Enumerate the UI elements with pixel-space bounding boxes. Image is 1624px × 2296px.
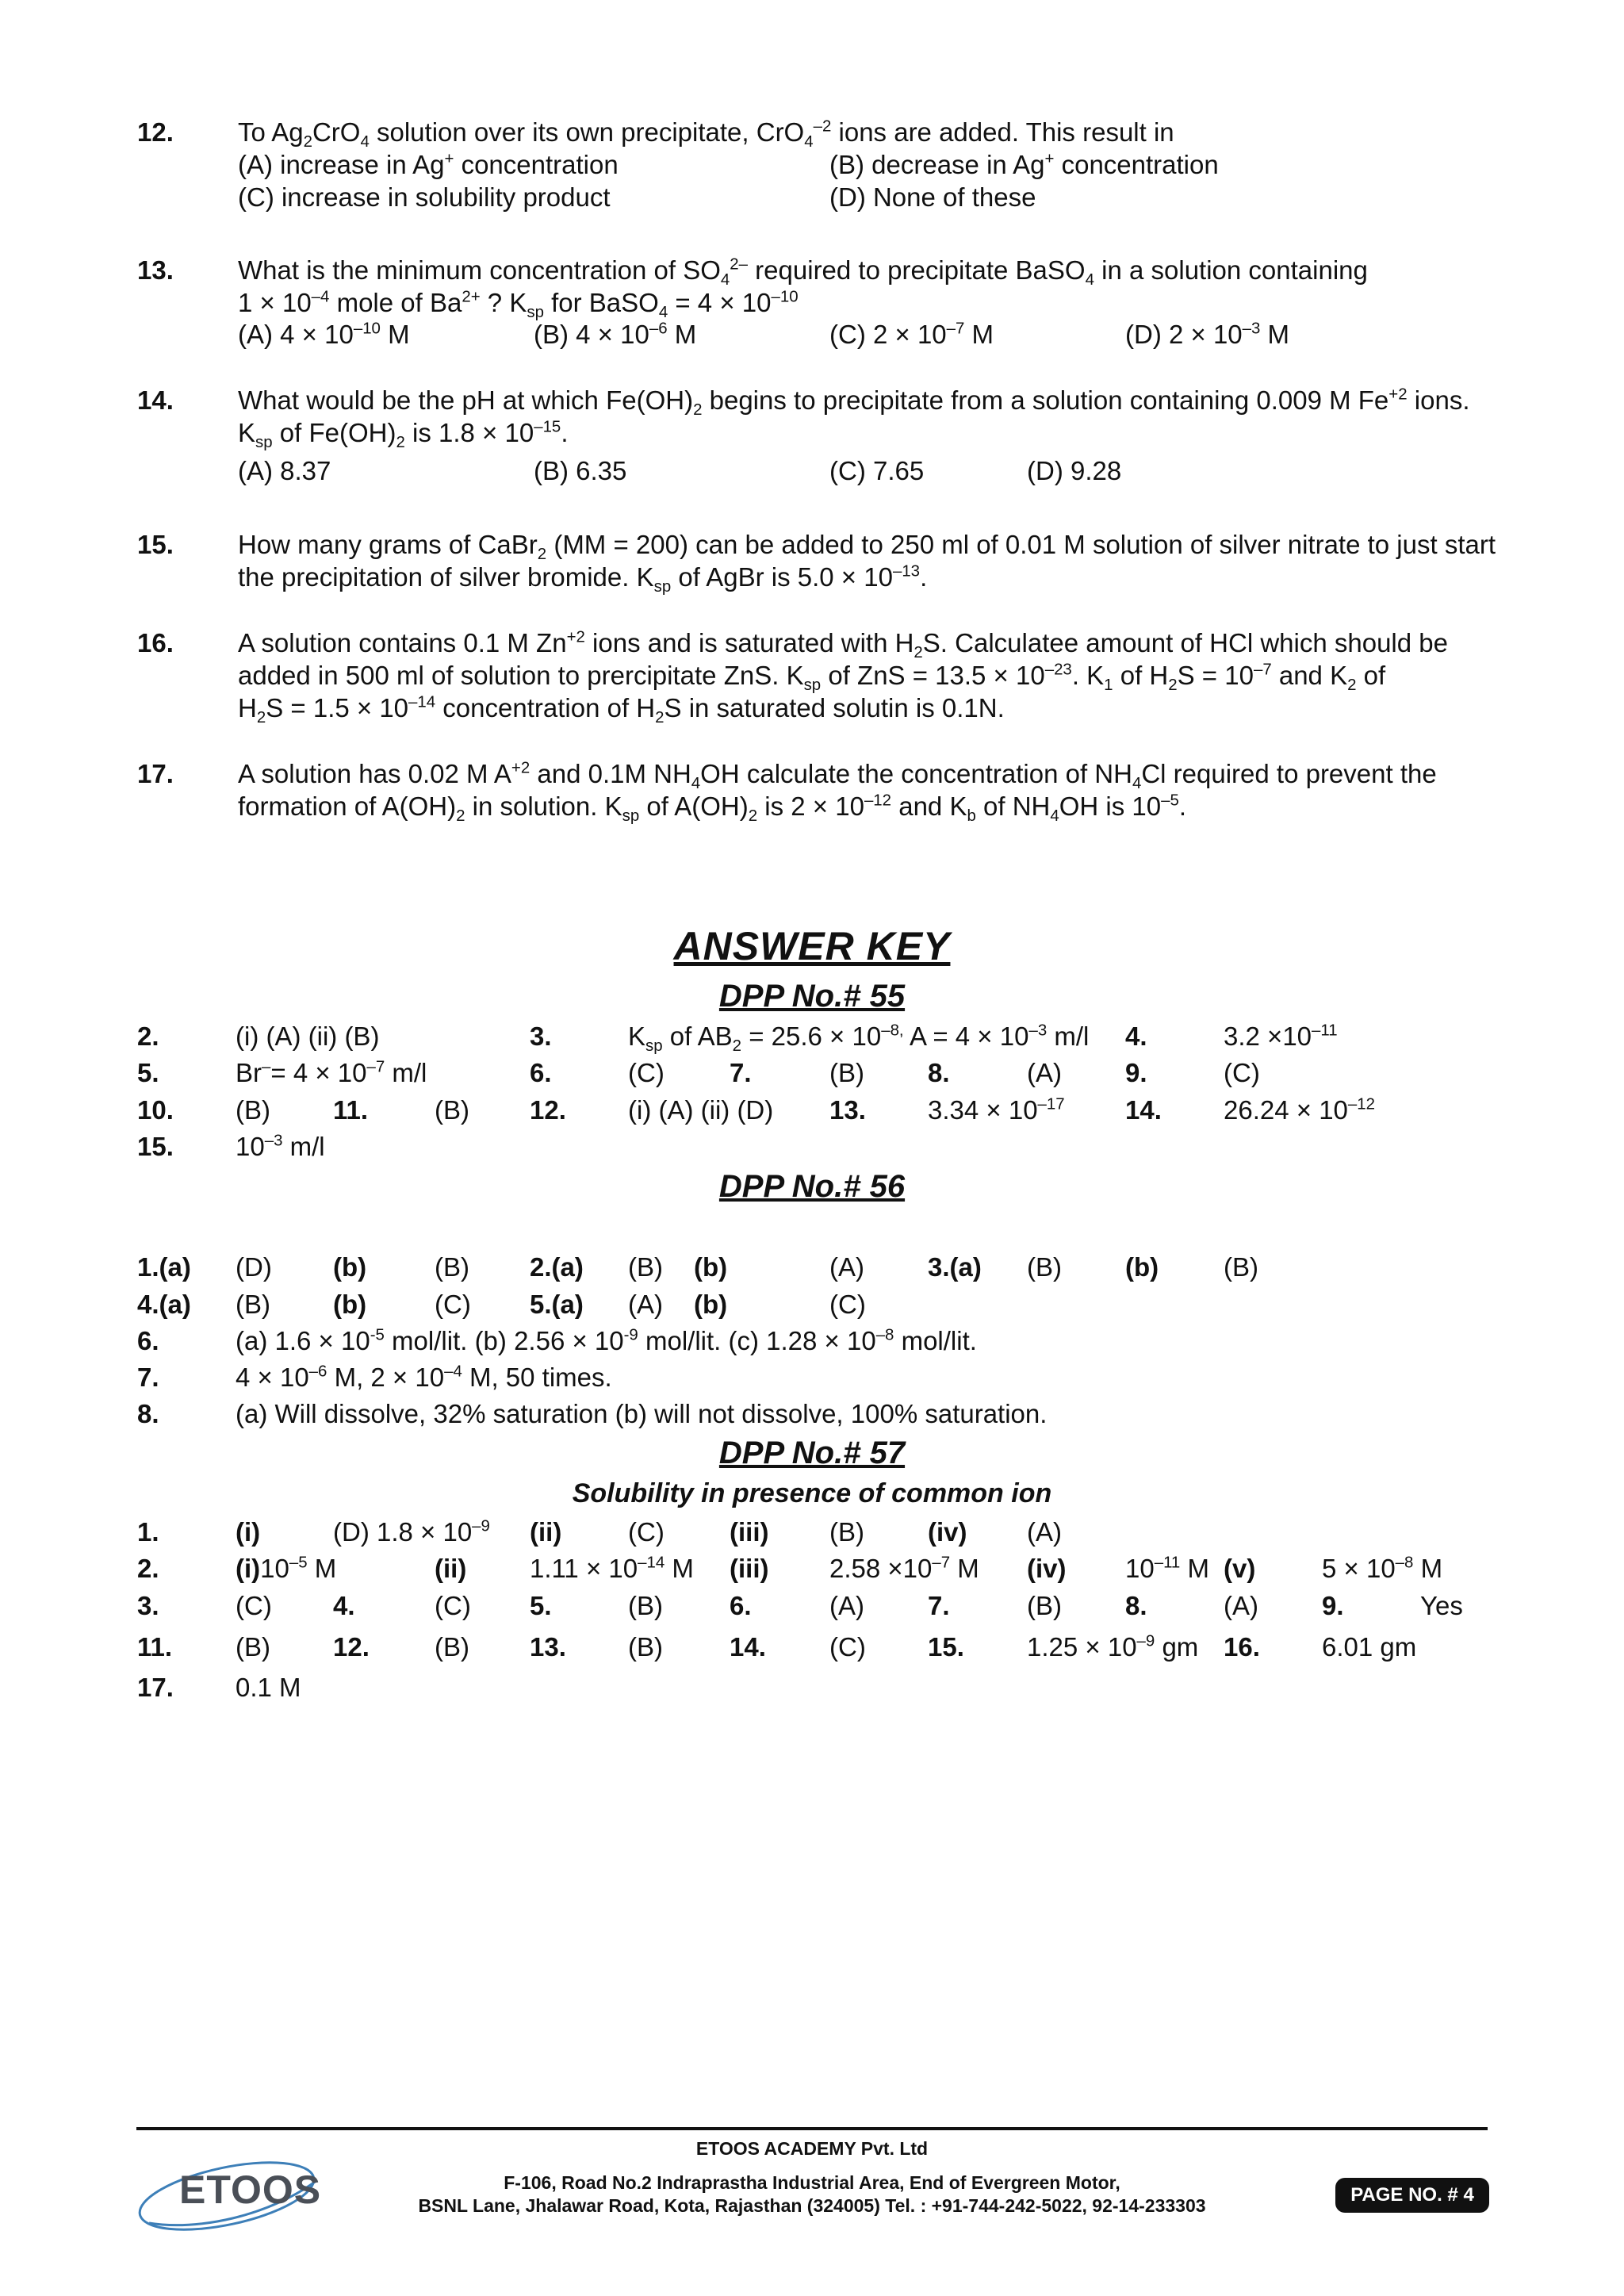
footer-divider	[136, 2127, 1488, 2130]
option-b: (B) decrease in Ag+ concentration	[829, 149, 1219, 179]
dpp-56-title: DPP No.# 56	[718, 1169, 906, 1204]
question-text-line: What is the minimum concentration of $SO_4^{2-}$ required to precipitate BaSO$_4$ in a solution containing	[238, 255, 1368, 289]
option-a: (A) increase in Ag+ concentration	[238, 149, 619, 179]
option-d: (D) None of these	[829, 182, 1036, 212]
option-c: (C) increase in solubility product	[238, 182, 611, 212]
question-number: 14.	[137, 385, 174, 415]
question-text-line: $K_{sp}$ of $Fe(OH)_2$ is $1.8 \times 10^{-15}$.	[238, 417, 569, 452]
option-d: (D) 9.28	[1027, 456, 1122, 485]
page-number-badge: PAGE NO. # 4	[1335, 2178, 1489, 2213]
question-number: 13.	[137, 255, 174, 285]
option-c: (C) 7.65	[829, 456, 925, 485]
question-number: 12.	[137, 117, 174, 147]
question-text-line: $H_2S = 1.5 \times 10^{-14}$ concentration of $H_2S$ in saturated solutin is 0.1N.	[238, 692, 1005, 727]
question-text-line: A solution contains 0.1 M $Zn^{+2}$ ions and is saturated with $H_2S$. Calculatee amount of HCl which should be	[238, 627, 1448, 662]
question-number: 15.	[137, 530, 174, 559]
dpp-55-title: DPP No.# 55	[718, 979, 906, 1014]
question-text: To $Ag_2CrO_4$ solution over its own precipitate, CrO$_4^{-2}$ ions are added. This result in	[238, 117, 1174, 151]
footer-company: ETOOS ACADEMY Pvt. Ltd	[695, 2138, 929, 2159]
question-text-line: How many grams of CaBr$_2$ (MM = 200) can be added to 250 ml of 0.01 M solution of silver nitrate to just start	[238, 530, 1496, 564]
question-text-line: formation of $A(OH)_2$ in solution. $K_{sp}$ of $A(OH)_2$ is $2 \times 10^{-12}$ and $K_b$ of $NH_4OH$ is $10^{-5}$.	[238, 791, 1187, 826]
footer-address-1: F-106, Road No.2 Indraprastha Industrial Area, End of Evergreen Motor,	[504, 2172, 1120, 2193]
question-text-line: added in 500 ml of solution to prercipitate ZnS. $K_{sp}$ of ZnS = $13.5 \times 10^{-23}$. $K_1$ of $H_2S = 10^{-7}$ and $K_2$ of	[238, 660, 1386, 695]
option-c: (C) $2 \times 10^{-7}$ M	[829, 319, 994, 349]
logo-text: ETOOS	[179, 2168, 322, 2212]
footer-address-2: BSNL Lane, Jhalawar Road, Kota, Rajasthan (324005) Tel. : +91-744-242-5022, 92-14-233303	[418, 2195, 1206, 2216]
option-b: (B) 6.35	[534, 456, 627, 485]
question-number: 16.	[137, 628, 174, 657]
option-d: (D) $2 \times 10^{-3}$ M	[1125, 319, 1290, 349]
option-a: (A) 8.37	[238, 456, 331, 485]
question-text-line: the precipitation of silver bromide. $K_{sp}$ of AgBr is $5.0 \times 10^{-13}$.	[238, 562, 928, 596]
question-text-line: $1 \times 10^{-4}$ mole of $Ba^{2+}$ ? $K_{sp}$ for BaSO$_4$ = $4 \times 10^{-10}$	[238, 287, 799, 322]
question-text-line: A solution has 0.02 M $A^{+2}$ and 0.1M $NH_4OH$ calculate the concentration of $NH_4Cl$ required to prevent the	[238, 758, 1437, 793]
dpp-57-title: DPP No.# 57	[718, 1435, 906, 1470]
dpp-57-subtitle: Solubility in presence of common ion	[572, 1478, 1052, 1508]
option-a: (A) $4 \times 10^{-10}$ M	[238, 319, 410, 349]
option-b: (B) $4 \times 10^{-6}$ M	[534, 319, 697, 349]
question-text-line: What would be the pH at which $Fe(OH)_2$ begins to precipitate from a solution containing 0.009 M $Fe^{+2}$ ions.	[238, 385, 1470, 420]
answer-key-title: ANSWER KEY	[673, 924, 951, 968]
question-number: 17.	[137, 759, 174, 788]
